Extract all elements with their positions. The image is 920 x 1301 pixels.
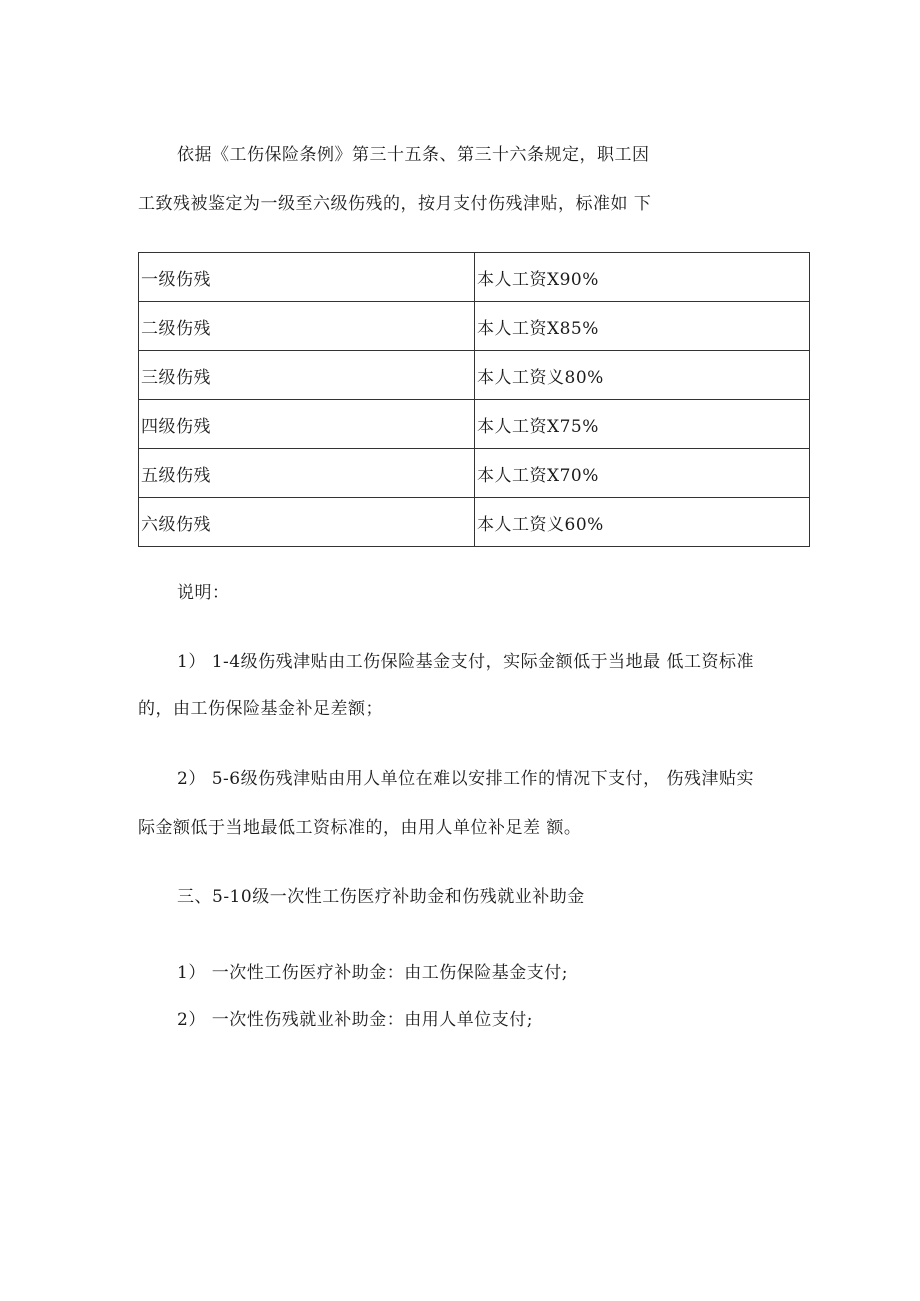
table-row (139, 449, 810, 498)
table-cell-rate: 本人工资X75% (475, 400, 810, 449)
table-cell-level: 四级伤残 (139, 400, 475, 449)
table-cell-level: 五级伤残 (139, 449, 475, 498)
table-row (139, 498, 810, 547)
section-3-title: 三、5-10级一次性工伤医疗补助金和伤残就业补助金 (177, 887, 585, 907)
notes-heading: 说明： (177, 583, 230, 603)
table-cell-level: 二级伤残 (139, 302, 475, 351)
table-row (139, 400, 810, 449)
table-cell-level: 三级伤残 (139, 351, 475, 400)
disability-allowance-table (138, 252, 810, 547)
note-1-line-1: 1） 1-4级伤残津贴由工伤保险基金支付，实际金额低于当地最 低工资标准 (177, 652, 754, 672)
table-cell-rate: 本人工资义60% (475, 498, 810, 547)
section-3-item-2: 2） 一次性伤残就业补助金：由用人单位支付; (177, 1010, 533, 1030)
intro-line-1: 依据《工伤保险条例》第三十五条、第三十六条规定，职工因 (177, 145, 650, 165)
table-cell-level: 六级伤残 (139, 498, 475, 547)
table-row (139, 351, 810, 400)
note-1-line-2: 的，由工伤保险基金补足差额； (138, 699, 383, 719)
intro-line-2: 工致残被鉴定为一级至六级伤残的，按月支付伤残津贴，标准如 下 (138, 194, 652, 214)
table-cell-rate: 本人工资X85% (475, 302, 810, 351)
table-cell-rate: 本人工资X70% (475, 449, 810, 498)
table-row (139, 253, 810, 302)
note-2-line-1: 2） 5-6级伤残津贴由用人单位在难以安排工作的情况下支付， 伤残津贴实 (177, 769, 754, 789)
section-3-item-1: 1） 一次性工伤医疗补助金：由工伤保险基金支付; (177, 963, 568, 983)
table-row (139, 302, 810, 351)
note-2-line-2: 际金额低于当地最低工资标准的，由用人单位补足差 额。 (138, 818, 582, 838)
table-cell-rate: 本人工资X90% (475, 253, 810, 302)
table-cell-level: 一级伤残 (139, 253, 475, 302)
table-cell-rate: 本人工资义80% (475, 351, 810, 400)
